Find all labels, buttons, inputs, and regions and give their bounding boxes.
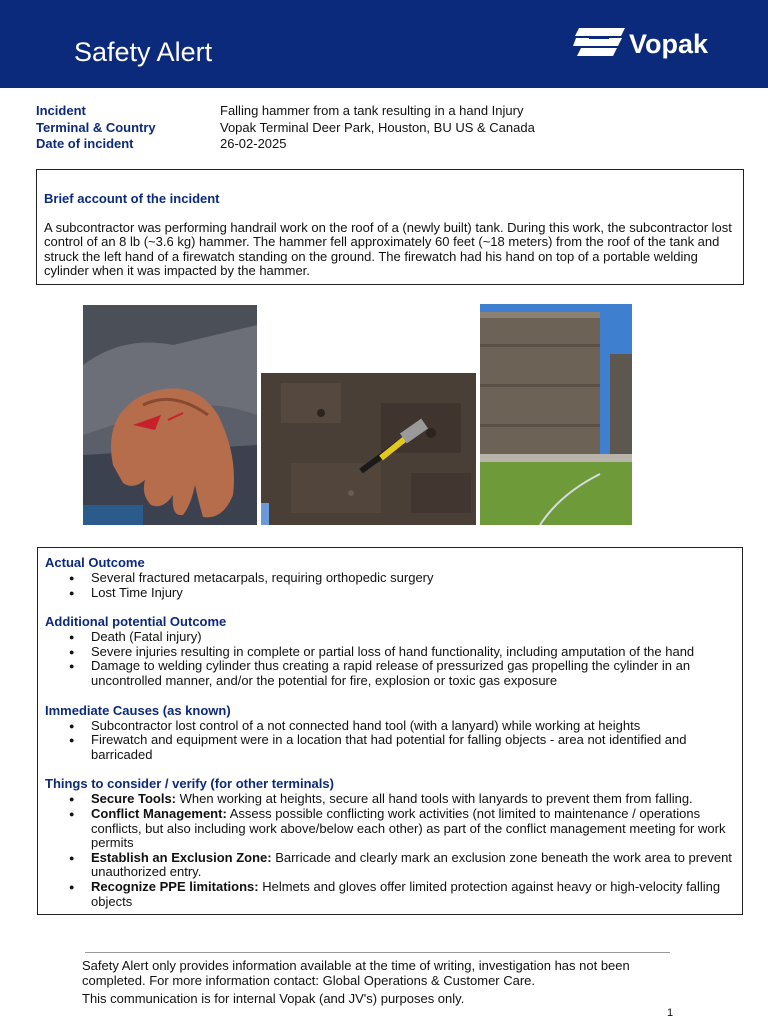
page-number: 1: [667, 1007, 674, 1019]
meta-value: Falling hammer from a tank resulting in a hand Injury: [220, 103, 524, 118]
section-additional-potential-outcome: [45, 614, 735, 688]
meta-row: [36, 103, 736, 120]
item-text: Barricade and clearly mark an exclusion zone beneath the work area to prevent unauthorized entry.: [91, 849, 732, 880]
meta-label: Incident: [36, 103, 86, 118]
list-item: [91, 851, 735, 880]
section-immediate-causes: [45, 703, 735, 763]
brand-name: Vopak: [629, 29, 709, 59]
list-item: ● Several fractured metacarpals, requiring orthopedic surgery: [91, 571, 735, 586]
bullet-list: [45, 630, 735, 688]
list-item: ● Death (Fatal injury): [91, 630, 735, 645]
meta-label: Date of incident: [36, 136, 134, 151]
details-box: [37, 547, 743, 915]
injured-hand-photo: [83, 305, 257, 525]
meta-value: Vopak Terminal Deer Park, Houston, BU US & Canada: [220, 119, 535, 135]
item-text: Assess possible conflicting work activities (not limited to maintenance / operations conflicts, but also including work above/below each other) as part of the conflict management meeting for work permits: [91, 805, 726, 851]
bullet-list: [45, 719, 735, 763]
footer-divider: [85, 952, 670, 953]
storage-tank-photo: [480, 304, 632, 525]
section-heading: Immediate Causes (as known): [45, 702, 231, 718]
footer-internal-note: This communication is for internal Vopak (and JV's) purposes only.: [82, 991, 465, 1006]
meta-label: Terminal & Country: [36, 119, 156, 135]
header-banner: [0, 0, 768, 88]
item-keyword: Establish an Exclusion Zone:: [91, 849, 272, 865]
meta-value: 26-02-2025: [220, 136, 287, 151]
list-item: ● Severe injuries resulting in complete or partial loss of hand functionality, including amputation of the hand: [91, 645, 735, 660]
item-text: Helmets and gloves offer limited protection against heavy or high-velocity falling objects: [91, 878, 721, 909]
page-title: Safety Alert: [74, 37, 213, 67]
list-item: ● Damage to welding cylinder thus creating a rapid release of pressurized gas propelling the cylinder in an uncontrolled manner, and/or the potential for fire, explosion or toxic gas exposure: [91, 659, 735, 688]
item-keyword: Secure Tools:: [91, 791, 177, 807]
item-text: When working at heights, secure all hand tools with lanyards to prevent them from falling.: [176, 791, 693, 807]
bullet-list: [45, 792, 735, 909]
list-item: [91, 792, 735, 807]
list-item: [91, 880, 735, 909]
hammer-on-ground-photo: [261, 373, 476, 525]
section-heading: Actual Outcome: [45, 555, 145, 570]
list-item: ● Lost Time Injury: [91, 586, 735, 601]
bullet-list: [45, 571, 735, 600]
section-heading: Additional potential Outcome: [45, 614, 227, 630]
section-things-to-consider: [45, 776, 735, 909]
section-heading: Things to consider / verify (for other terminals): [45, 776, 334, 792]
list-item: ● Firewatch and equipment were in a location that had potential for falling objects - area not identified and barricaded: [91, 733, 735, 762]
vopak-logo-icon: [573, 28, 625, 56]
list-item: ● Subcontractor lost control of a not connected hand tool (with a lanyard) while working at heights: [91, 719, 735, 734]
incident-meta: [36, 103, 736, 153]
item-keyword: Conflict Management:: [91, 805, 227, 821]
section-actual-outcome: [45, 555, 735, 600]
meta-row: [36, 120, 736, 137]
list-item: [91, 807, 735, 851]
brief-account-box: [36, 169, 744, 285]
meta-row: [36, 136, 736, 153]
footer-disclaimer: Safety Alert only provides information available at the time of writing, investigation has not been completed. For more information contact: Global Operations & Customer Care.: [82, 958, 630, 988]
brief-text: A subcontractor was performing handrail work on the roof of a (newly built) tank. During this work, the subcontractor lost control of an 8 lb (~3.6 kg) hammer. The hammer fell approximately 60 feet (~18 meters) from the roof of the tank and struck the left hand of a firewatch standing on the ground. The firewatch had his hand on top of a portable welding cylinder when it was impacted by the hammer.: [44, 219, 732, 279]
footer: [82, 959, 692, 1011]
brief-heading: Brief account of the incident: [44, 191, 220, 206]
item-keyword: Recognize PPE limitations:: [91, 878, 259, 894]
